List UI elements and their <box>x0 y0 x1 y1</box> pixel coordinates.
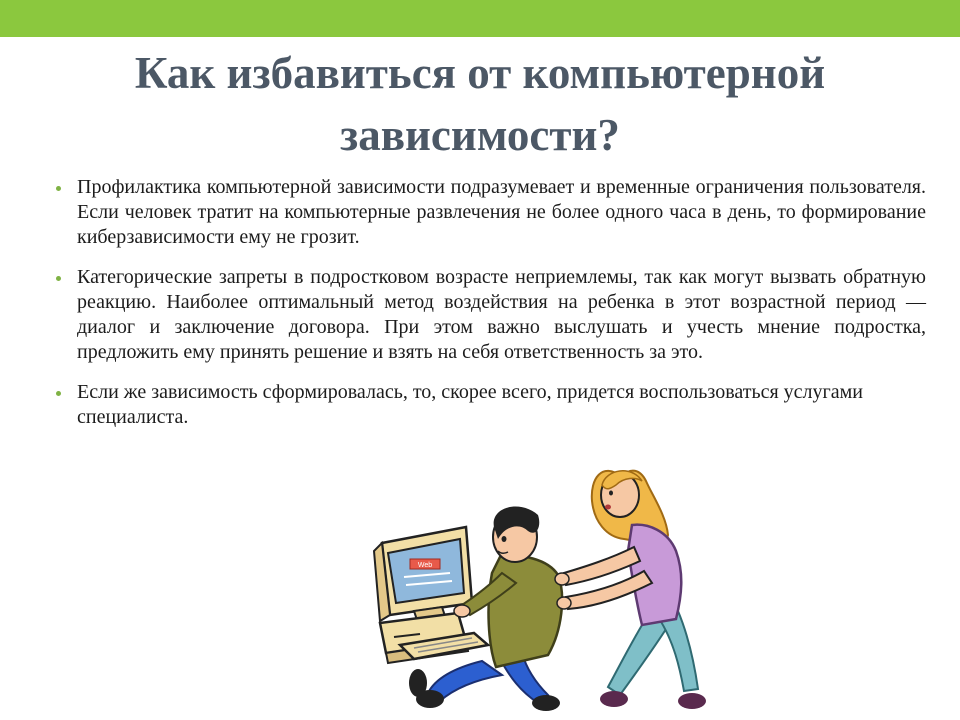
bullet-text: Категорические запреты в подростковом возрасте неприемлемы, так как могут вызвать обратную реакцию. Наиболее оптимальный метод воздействия на ребенка в этот возрастной период — диалог и заключение договора. При этом важно выслушать и учесть мнение подростка, предложить ему принять решение и взять на себя ответственность за это. <box>77 266 926 363</box>
computer-icon <box>374 527 488 663</box>
bullet-dot-icon <box>56 276 61 281</box>
girl-figure-icon <box>555 471 706 709</box>
bullet-item <box>52 265 926 365</box>
bullet-text: Если же зависимость сформировалась, то, скорее всего, придется воспользоваться услугами специалиста. <box>77 381 863 428</box>
screen-label: Web <box>417 562 433 569</box>
computer-addiction-illustration-icon <box>370 455 710 717</box>
bullet-text: Профилактика компьютерной зависимости подразумевает и временные ограничения пользователя. Если человек тратит на компьютерные развлечения не более одного часа в день, то формирование киберзависимости ему не грозит. <box>77 176 926 248</box>
bullet-dot-icon <box>56 391 61 396</box>
bullet-list <box>52 175 926 445</box>
bullet-item <box>52 380 926 430</box>
slide-title: Как избавиться от компьютерной зависимости? <box>134 48 826 160</box>
top-accent-bar <box>0 0 960 37</box>
bullet-dot-icon <box>56 186 61 191</box>
bullet-item <box>52 175 926 250</box>
